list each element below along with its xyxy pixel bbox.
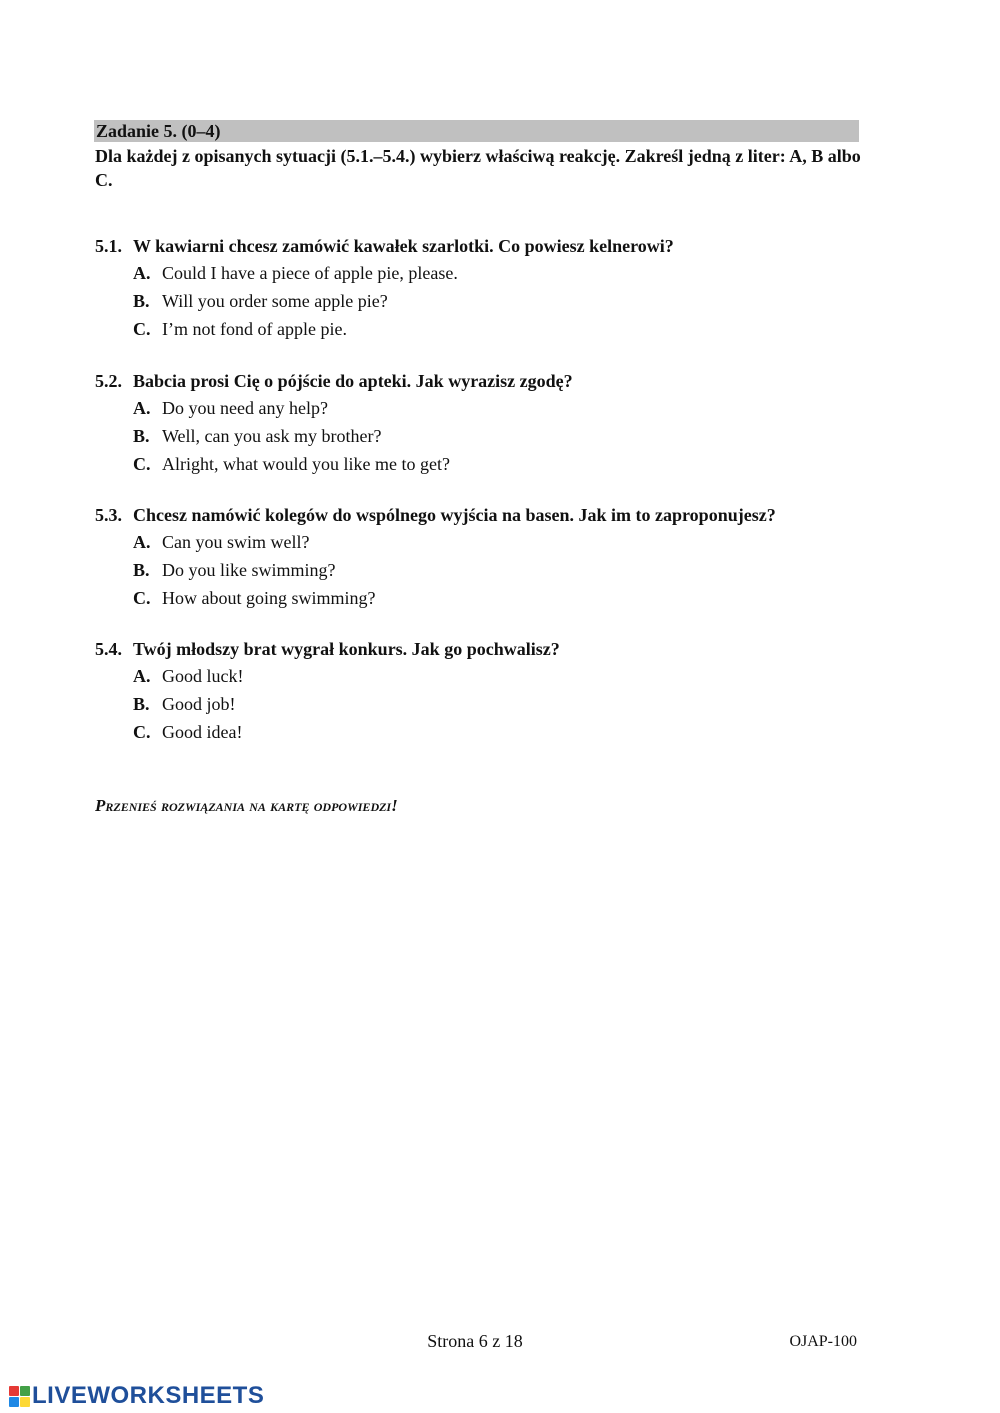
question-prompt [95, 636, 895, 662]
option-text: Good idea! [162, 722, 243, 742]
option-letter: C. [133, 722, 151, 742]
option-text: Can you swim well? [162, 532, 310, 552]
question-prompt [95, 502, 895, 528]
option-b[interactable] [95, 556, 895, 584]
question-5-1 [95, 233, 895, 343]
question-number: 5.4. [95, 639, 122, 659]
document-code: OJAP-100 [789, 1333, 857, 1350]
option-letter: C. [133, 454, 151, 474]
question-text: Babcia prosi Cię o pójście do apteki. Jak wyrazisz zgodę? [133, 371, 573, 391]
question-5-2 [95, 368, 895, 478]
option-a[interactable] [95, 259, 895, 287]
transfer-note-text: Przenieś rozwiązania na kartę odpowiedzi! [95, 796, 398, 815]
question-5-3 [95, 502, 895, 612]
question-5-4 [95, 636, 895, 746]
option-text: Do you like swimming? [162, 560, 336, 580]
question-number: 5.3. [95, 505, 122, 525]
liveworksheets-logo-icon [9, 1386, 30, 1407]
logo-square-yellow [20, 1397, 30, 1407]
question-prompt [95, 368, 895, 394]
option-letter: B. [133, 560, 150, 580]
option-letter: B. [133, 291, 150, 311]
logo-square-blue [9, 1397, 19, 1407]
option-c[interactable] [95, 315, 895, 343]
option-letter: B. [133, 426, 150, 446]
option-text: Good luck! [162, 666, 244, 686]
option-b[interactable] [95, 690, 895, 718]
question-number: 5.1. [95, 236, 122, 256]
option-text: Do you need any help? [162, 398, 328, 418]
question-text: Twój młodszy brat wygrał konkurs. Jak go pochwalisz? [133, 639, 560, 659]
task-instructions: Dla każdej z opisanych sytuacji (5.1.–5.4.) wybierz właściwą reakcję. Zakreśl jedną z liter: A, B albo C. [95, 146, 861, 190]
option-text: Alright, what would you like me to get? [162, 454, 450, 474]
transfer-answers-note [95, 796, 398, 816]
option-letter: C. [133, 319, 151, 339]
task-header-band [94, 120, 859, 142]
task-title: Zadanie 5. (0–4) [96, 121, 221, 141]
option-letter: A. [133, 398, 151, 418]
question-text: Chcesz namówić kolegów do wspólnego wyjścia na basen. Jak im to zaproponujesz? [133, 505, 776, 525]
question-number: 5.2. [95, 371, 122, 391]
logo-square-red [9, 1386, 19, 1396]
option-text: Will you order some apple pie? [162, 291, 388, 311]
option-text: Could I have a piece of apple pie, please. [162, 263, 458, 283]
logo-square-green [20, 1386, 30, 1396]
option-a[interactable] [95, 662, 895, 690]
liveworksheets-brand[interactable] [9, 1382, 264, 1410]
option-letter: A. [133, 666, 151, 686]
option-c[interactable] [95, 718, 895, 746]
option-letter: A. [133, 263, 151, 283]
option-letter: B. [133, 694, 150, 714]
option-c[interactable] [95, 450, 895, 478]
brand-name: LIVEWORKSHEETS [32, 1382, 265, 1409]
option-text: Well, can you ask my brother? [162, 426, 382, 446]
option-letter: A. [133, 532, 151, 552]
option-a[interactable] [95, 394, 895, 422]
question-text: W kawiarni chcesz zamówić kawałek szarlotki. Co powiesz kelnerowi? [133, 236, 674, 256]
option-text: How about going swimming? [162, 588, 376, 608]
option-b[interactable] [95, 287, 895, 315]
option-a[interactable] [95, 528, 895, 556]
question-prompt [95, 233, 895, 259]
option-b[interactable] [95, 422, 895, 450]
option-text: Good job! [162, 694, 236, 714]
option-c[interactable] [95, 584, 895, 612]
option-letter: C. [133, 588, 151, 608]
page-number: Strona 6 z 18 [427, 1331, 523, 1351]
option-text: I’m not fond of apple pie. [162, 319, 347, 339]
